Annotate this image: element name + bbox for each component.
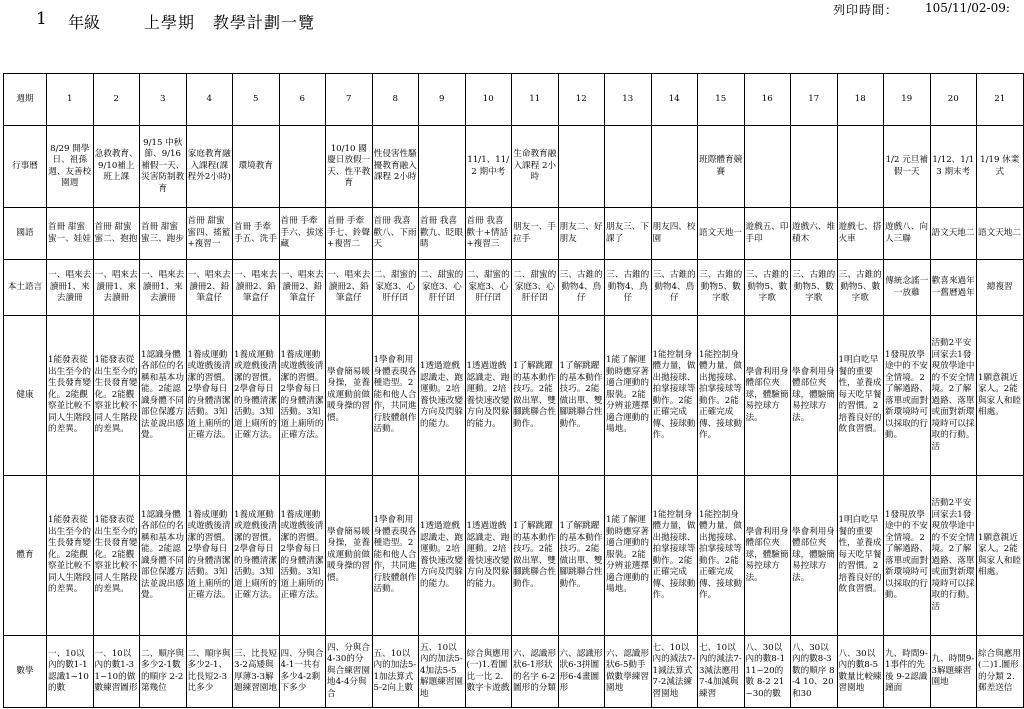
table-cell: 九、時間9-1事件的先後 9-2認識鐘面 <box>884 636 931 708</box>
table-cell: 八、30以內的數8-3數的順序 8-4 10、20和30 <box>791 636 838 708</box>
week-number: 6 <box>279 74 326 126</box>
table-cell: 一、唱來去讀冊1、來去讀冊 <box>47 260 94 316</box>
table-cell: 家庭教育融入課程(課程外2小時) <box>186 126 233 208</box>
table-cell: 六、認識形狀6-3拼圖形6-4畫圖形 <box>558 636 605 708</box>
table-cell: 遊戲八、向人三聯 <box>884 208 931 260</box>
table-cell: 三、比長短3-2高矮與厚薄3-3解題練習園地 <box>233 636 280 708</box>
table-cell: 1/12、1/13 期末考 <box>930 126 977 208</box>
table-cell: 七、10以內的減法7-1減法算式 7-2減法練習園地 <box>651 636 698 708</box>
table-cell: 1/19 休業式 <box>977 126 1024 208</box>
table-cell: 1了解跳躍的基本動作技巧。2能做出單、雙腳跳聯合性動作。 <box>512 476 559 636</box>
table-cell: 11/1、11/2 期中考 <box>465 126 512 208</box>
table-cell <box>651 126 698 208</box>
table-cell: 班際體育競賽 <box>698 126 745 208</box>
table-cell: 朋友四、校園 <box>651 208 698 260</box>
table-cell: 六、認識形狀6-5動手做數學練習園地 <box>605 636 652 708</box>
table-cell: 三、古錐的動物5、數字歌 <box>744 260 791 316</box>
table-cell: 語文天地二 <box>977 208 1024 260</box>
table-cell: 八、30以內的數8-5數量比較練習園地 <box>837 636 884 708</box>
table-cell: 學會利用身體部位夾球，體驗簡易控球方法。 <box>791 476 838 636</box>
table-cell: 1能控制身體力量，做出拋接球、拍掌接球等動作。2能正確完成傳、接球動作。 <box>651 476 698 636</box>
table-cell: 1養成運動或遊戲後清潔的習慣。2學會每日的身體清潔活動。3知道上廁所的正確方法。 <box>233 316 280 476</box>
table-cell: 首冊 甜蜜蜜二、抱抱 <box>93 208 140 260</box>
table-cell: 朋友一、手拉手 <box>512 208 559 260</box>
table-cell: 三、古錐的動物5、數字歌 <box>791 260 838 316</box>
week-number: 17 <box>791 74 838 126</box>
table-cell: 1能了解運動時應穿著適合運動的服裝。2能分辨並選擇適合運動的場地。 <box>605 476 652 636</box>
week-header-label: 週期 <box>4 74 47 126</box>
table-cell: 1養成運動或遊戲後清潔的習慣。2學會每日的身體清潔活動。3知道上廁所的正確方法。 <box>233 476 280 636</box>
week-number: 10 <box>465 74 512 126</box>
table-cell <box>837 126 884 208</box>
table-cell: 一、唱來去讀冊2、鉛筆盒仔 <box>233 260 280 316</box>
table-cell: 朋友二、好朋友 <box>558 208 605 260</box>
table-cell <box>279 126 326 208</box>
table-cell: 1透過遊戲認識走、跑運動。2培養快速改變方向及閃躲的能力。 <box>419 476 466 636</box>
table-cell: 二、甜蜜的家庭3、心肝仔囝 <box>419 260 466 316</box>
table-cell: 一、唱來去讀冊2、鉛筆盒仔 <box>186 260 233 316</box>
table-cell: 三、古錐的動物5、數字歌 <box>837 260 884 316</box>
table-cell: 1學會利用身體表現各種造型。2能和他人合作，共同進行肢體創作活動。 <box>372 316 419 476</box>
table-cell: 首冊 手牽手六、拔迷藏 <box>279 208 326 260</box>
table-cell: 1了解跳躍的基本動作技巧。2能做出單、雙腳跳聯合性動作。 <box>558 316 605 476</box>
table-cell: 1願意親近家人。2能與家人和睦相處。 <box>977 476 1024 636</box>
table-cell: 歡喜來過年一舊曆過年 <box>930 260 977 316</box>
row-label: 數學 <box>4 636 47 708</box>
week-header-row <box>4 74 1024 126</box>
week-number: 11 <box>512 74 559 126</box>
table-cell: 遊戲七、搭火車 <box>837 208 884 260</box>
table-cell: 二、順序與多少2-1、比長短2-3比多少 <box>186 636 233 708</box>
table-cell: 1/2 元旦補假一天 <box>884 126 931 208</box>
table-cell: 語文天地一 <box>698 208 745 260</box>
week-number: 1 <box>47 74 94 126</box>
table-cell <box>558 126 605 208</box>
table-cell: 首冊 甜蜜蜜一、娃娃 <box>47 208 94 260</box>
print-time-value: 105/11/02-09: <box>925 1 1010 15</box>
table-cell: 1明白吃早餐的重要性，並養成每天吃早餐的習慣。2培養良好的飲食習慣。 <box>837 316 884 476</box>
table-cell: 首冊 甜蜜蜜四、搖籃+複習一 <box>186 208 233 260</box>
table-cell: 學會利用身體部位夾球，體驗簡易控球方法。 <box>744 316 791 476</box>
table-cell <box>791 126 838 208</box>
table-cell: 二、順序與多少2-1數的順序 2-2第幾位 <box>140 636 187 708</box>
table-cell: 1了解跳躍的基本動作技巧。2能做出單、雙腳跳聯合性動作。 <box>558 476 605 636</box>
table-cell: 1能控制身體力量，做出拋接球、拍掌接球等動作。2能正確完成傳、接球動作。 <box>698 316 745 476</box>
table-cell: 六、認識形狀6-1形狀的名字 6-2圖形的分類 <box>512 636 559 708</box>
table-cell: 活動2平安回家去1發現放學途中的不安全情境。2了解過路、落單或面對新環境時可以採取的行動。活 <box>930 476 977 636</box>
week-number: 5 <box>233 74 280 126</box>
grade-word: 年級 <box>68 13 101 32</box>
table-cell: 1養成運動或遊戲後清潔的習慣。2學會每日的身體清潔活動。3知道上廁所的正確方法。 <box>279 476 326 636</box>
teaching-plan-table <box>3 73 1024 708</box>
table-cell: 1能了解運動時應穿著適合運動的服裝。2能分辨並選擇適合運動的場地。 <box>605 316 652 476</box>
table-cell: 二、甜蜜的家庭3、心肝仔囝 <box>465 260 512 316</box>
table-cell: 8/29 開學日、祖孫週、友善校園週 <box>47 126 94 208</box>
week-number: 16 <box>744 74 791 126</box>
table-cell: 三、古錐的動物4、鳥仔 <box>651 260 698 316</box>
table-cell: 1透過遊戲認識走、跑運動。2培養快速改變方向及閃躲的能力。 <box>465 316 512 476</box>
week-number: 8 <box>372 74 419 126</box>
print-time-label: 列印時間： <box>833 3 899 17</box>
semester-label: 上學期 <box>144 13 196 32</box>
table-cell: 1透過遊戲認識走、跑運動。2培養快速改變方向及閃躲的能力。 <box>419 316 466 476</box>
table-cell: 三、古錐的動物5、數字歌 <box>698 260 745 316</box>
week-number: 19 <box>884 74 931 126</box>
page-title: 教學計劃一覽 <box>213 13 316 32</box>
week-number: 12 <box>558 74 605 126</box>
table-cell: 1養成運動或遊戲後清潔的習慣。2學會每日的身體清潔活動。3知道上廁所的正確方法。 <box>186 316 233 476</box>
table-cell: 學會簡易暖身操，並養成運動前做暖身操的習慣。 <box>326 316 373 476</box>
table-cell: 1透過遊戲認識走、跑運動。2培養快速改變方向及閃躲的能力。 <box>465 476 512 636</box>
calendar-row <box>4 126 1024 208</box>
table-cell: 三、古錐的動物4、鳥仔 <box>558 260 605 316</box>
table-cell: 1了解跳躍的基本動作技巧。2能做出單、雙腳跳聯合性動作。 <box>512 316 559 476</box>
table-cell: 生命教育融入課程 2小時 <box>512 126 559 208</box>
week-number: 14 <box>651 74 698 126</box>
table-cell: 首冊 手牽手七、鈴聲+複習二 <box>326 208 373 260</box>
table-cell: 一、唱來去讀冊2、鉛筆盒仔 <box>326 260 373 316</box>
table-cell: 三、古錐的動物4、鳥仔 <box>605 260 652 316</box>
row-label: 體育 <box>4 476 47 636</box>
table-cell: 七、10以內的減法7-3減法應用 7-4加減與練習 <box>698 636 745 708</box>
health-row <box>4 316 1024 476</box>
table-cell: 九、時間9-3解題練習園地 <box>930 636 977 708</box>
table-cell: 學會簡易暖身操，並養成運動前做暖身操的習慣。 <box>326 476 373 636</box>
row-label: 健康 <box>4 316 47 476</box>
row-label: 國語 <box>4 208 47 260</box>
table-cell: 性侵害性騷擾教育融入課程 2小時 <box>372 126 419 208</box>
pe-row <box>4 476 1024 636</box>
table-cell: 四、分與合4-1一共有多少4-2剩下多少 <box>279 636 326 708</box>
row-label: 行事曆 <box>4 126 47 208</box>
table-cell: 1能發表從出生至今的生長發育變化。2能觀察並比較不同人生階段的差異。 <box>93 316 140 476</box>
table-cell: 首冊 我喜歡八、下雨天 <box>372 208 419 260</box>
table-cell: 1能發表從出生至今的生長發育變化。2能觀察並比較不同人生階段的差異。 <box>47 476 94 636</box>
table-cell: 五、10以內的加法5-4加法5-5解題練習園地 <box>419 636 466 708</box>
native-language-row <box>4 260 1024 316</box>
table-cell: 一、10以內的數1-1認識1~10的數 <box>47 636 94 708</box>
table-cell: 1能發表從出生至今的生長發育變化。2能觀察並比較不同人生階段的差異。 <box>93 476 140 636</box>
table-cell: 綜合與應用(一)1.看圖比一比 2.數字卡遊戲 <box>465 636 512 708</box>
table-cell: 1學會利用身體表現各種造型。2能和他人合作，共同進行肢體創作活動。 <box>372 476 419 636</box>
week-number: 15 <box>698 74 745 126</box>
week-number: 2 <box>93 74 140 126</box>
table-cell: 1發現放學途中的不安全情境。2了解過路、落單或面對新環境時可以採取的行動。 <box>884 476 931 636</box>
table-cell: 1認識身體各部位的名稱和基本功能。2能認識身體不同部位保護方法並說出感覺。 <box>140 316 187 476</box>
table-cell: 9/15 中秋節、9/16補假一天、災害防制教育 <box>140 126 187 208</box>
table-cell: 朋友三、下課了 <box>605 208 652 260</box>
table-cell: 一、唱來去讀冊1、來去讀冊 <box>140 260 187 316</box>
table-cell: 二、甜蜜的家庭3、心肝仔囝 <box>372 260 419 316</box>
table-cell: 1發現放學途中的不安全情境。2了解過路、落單或面對新環境時可以採取的行動。 <box>884 316 931 476</box>
table-cell: 首冊 我喜歡九、眨眼睛 <box>419 208 466 260</box>
table-cell: 一、唱來去讀冊2、鉛筆盒仔 <box>279 260 326 316</box>
week-number: 13 <box>605 74 652 126</box>
table-cell <box>605 126 652 208</box>
grade-number: 1 <box>36 9 47 29</box>
week-number: 21 <box>977 74 1024 126</box>
table-cell: 急救教育、9/10補上班上課 <box>93 126 140 208</box>
row-label: 本土語言 <box>4 260 47 316</box>
table-cell: 四、分與合4-30的分與合練習園地4-4分與合 <box>326 636 373 708</box>
table-cell <box>419 126 466 208</box>
week-number: 3 <box>140 74 187 126</box>
table-cell: 傳統念謠一一放雞 <box>884 260 931 316</box>
table-cell: 遊戲五、印手印 <box>744 208 791 260</box>
table-cell: 1養成運動或遊戲後清潔的習慣。2學會每日的身體清潔活動。3知道上廁所的正確方法。 <box>186 476 233 636</box>
math-row <box>4 636 1024 708</box>
table-cell: 1能發表從出生至今的生長發育變化。2能觀察並比較不同人生階段的差異。 <box>47 316 94 476</box>
table-cell: 10/10 國慶日放假一天、性平教育 <box>326 126 373 208</box>
page-header <box>0 0 1024 72</box>
table-cell: 活動2平安回家去1發現放學途中的不安全情境。2了解過路、落單或面對新環境時可以採取的行動。活 <box>930 316 977 476</box>
table-cell: 二、甜蜜的家庭3、心肝仔囝 <box>512 260 559 316</box>
chinese-row <box>4 208 1024 260</box>
table-cell: 1認識身體各部位的名稱和基本功能。2能認識身體不同部位保護方法並說出感覺。 <box>140 476 187 636</box>
table-cell: 首冊 手牽手五、洗手 <box>233 208 280 260</box>
table-cell: 八、30以內的數8-1 11~20的數 8-2 21~30的數 <box>744 636 791 708</box>
table-cell: 總複習 <box>977 260 1024 316</box>
table-cell: 五、10以內的加法5-1加法算式 5-2向上數 <box>372 636 419 708</box>
week-number: 18 <box>837 74 884 126</box>
table-cell: 首冊 我喜歡十+情話+複習三 <box>465 208 512 260</box>
week-number: 20 <box>930 74 977 126</box>
table-cell: 學會利用身體部位夾球，體驗簡易控球方法。 <box>791 316 838 476</box>
table-cell: 綜合與應用(二)1.圖形的分類 2.郵差送信 <box>977 636 1024 708</box>
table-cell: 學會利用身體部位夾球，體驗簡易控球方法。 <box>744 476 791 636</box>
table-cell: 遊戲六、堆積木 <box>791 208 838 260</box>
table-cell: 一、唱來去讀冊1、來去讀冊 <box>93 260 140 316</box>
table-cell: 首冊 甜蜜蜜三、跑步 <box>140 208 187 260</box>
table-cell: 1願意親近家人。2能與家人和睦相處。 <box>977 316 1024 476</box>
week-number: 7 <box>326 74 373 126</box>
table-cell: 環境教育 <box>233 126 280 208</box>
table-cell: 1養成運動或遊戲後清潔的習慣。2學會每日的身體清潔活動。3知道上廁所的正確方法。 <box>279 316 326 476</box>
table-cell: 1能控制身體力量，做出拋接球、拍掌接球等動作。2能正確完成傳、接球動作。 <box>651 316 698 476</box>
table-cell: 語文天地二 <box>930 208 977 260</box>
table-cell: 1能控制身體力量，做出拋接球、拍掌接球等動作。2能正確完成傳、接球動作。 <box>698 476 745 636</box>
table-cell: 一、10以內的數1-31~10的做數練習圖形 <box>93 636 140 708</box>
table-cell: 1明白吃早餐的重要性，並養成每天吃早餐的習慣。2培養良好的飲食習慣。 <box>837 476 884 636</box>
week-number: 4 <box>186 74 233 126</box>
table-cell <box>744 126 791 208</box>
week-number: 9 <box>419 74 466 126</box>
